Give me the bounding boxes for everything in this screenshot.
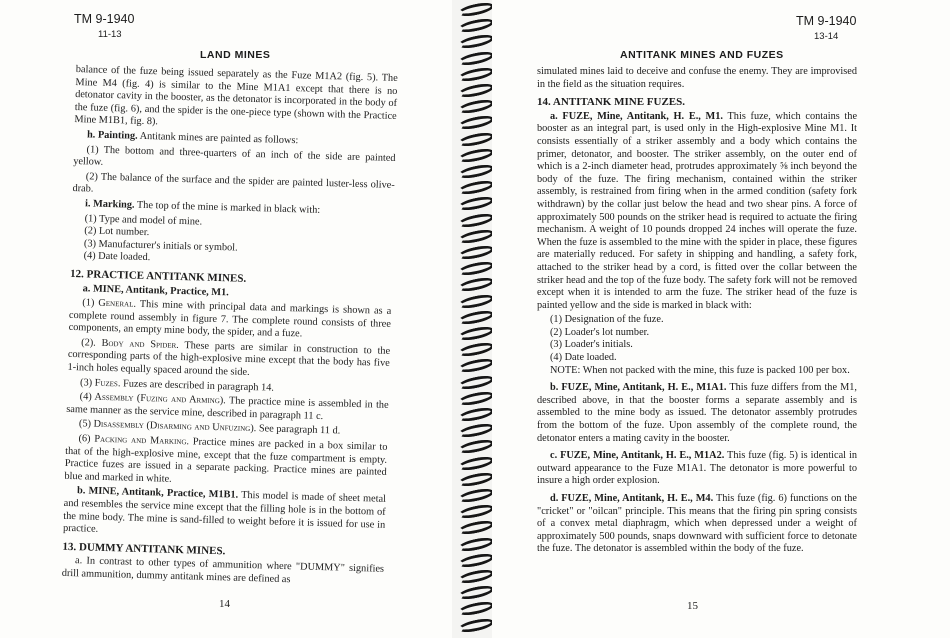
binding-ring: [457, 535, 495, 553]
general-paragraph: [68, 297, 391, 344]
painting-heading: h. Painting.: [86, 129, 138, 142]
section-13-heading: 13. DUMMY ANTITANK MINES.: [62, 540, 226, 558]
fuze-m4-paragraph: [537, 493, 857, 556]
general-label: (1) General.: [82, 297, 137, 310]
binding-ring: [457, 584, 495, 602]
disassembly-text: See paragraph 11 d.: [256, 423, 341, 437]
binding-ring: [457, 341, 495, 359]
fuze-marking-item: (3) Loader's initials.: [550, 339, 633, 351]
binding-ring: [457, 227, 495, 245]
assembly-text: The practice mine is assembled in the same manner as the service mine, described in paragraph 11 c.: [66, 395, 389, 422]
binding-ring: [457, 405, 495, 423]
binding-ring: [457, 276, 495, 294]
binding-ring: [457, 114, 495, 132]
painting-text: Antitank mines are painted as follows:: [137, 130, 299, 147]
binding-ring: [457, 486, 495, 504]
continued-paragraph: balance of the fuze being issued separately as the Fuze M1A2 (fig. 5). The Mine M4 (fig. 4) is similar to the Mine M1A1 except that there is no detonator cavity in the booster, as the detonator is incorporated in the body of the fuze (fig. 6), and the spider is the one-piece type (shown with the Practice Mine M1B1, fig. 8).: [74, 64, 398, 128]
binding-ring: [457, 33, 495, 51]
binding-ring: [457, 551, 495, 569]
packing-paragraph: [64, 433, 387, 492]
binding-ring: [457, 17, 495, 35]
left-paragraph-range: 11-13: [98, 29, 122, 40]
binding-ring: [457, 438, 495, 456]
fuze-m4-text: This fuze (fig. 6) functions on the "cricket" or "oilcan" principle. This means that the firing pin spring consists of a convex metal diaphragm, which when depressed under a weight of approximately 500 pounds, snaps downward with sufficient force to detonate the fuze. The detonator is assembled within the body of the fuze.: [537, 493, 858, 555]
binding-ring: [457, 600, 495, 618]
practice-m1-title: a. MINE, Antitank, Practice, M1.: [82, 282, 229, 298]
binding-ring: [457, 81, 495, 99]
fuze-m4-title: d. FUZE, Mine, Antitank, H. E., M4.: [550, 493, 714, 504]
binding-ring: [457, 195, 495, 213]
packing-text: Practice mines are packed in a box similar to that of the high-explosive mine, except that the fuze compartment is empty. Practice fuzes are issued in a separate packing. Practice mines are painted blue and marked in white.: [64, 436, 388, 485]
binding-ring: [457, 470, 495, 488]
binding-ring: [457, 324, 495, 342]
section-12-heading: 12. PRACTICE ANTITANK MINES.: [69, 267, 247, 285]
marking-item: (4) Date loaded.: [83, 250, 151, 264]
fuzes-text: Fuzes are described in paragraph 14.: [120, 378, 275, 394]
general-text: This mine with principal data and markings is shown as a complete round assembly in figure 7. The complete round consists of three components, an empty mine body, the spider, and a fuze.: [68, 298, 392, 340]
binding-ring: [457, 503, 495, 521]
binding-ring: [457, 389, 495, 407]
left-page-number: 14: [219, 598, 230, 610]
marking-item: (3) Manufacturer's initials or symbol.: [83, 238, 238, 254]
left-page: [0, 0, 458, 638]
binding-ring: [457, 179, 495, 197]
fuze-m1a1-text: This fuze differs from the M1, described above, in that the booster forms a separate assembly and is assembled to the mine body as issued. The detonator assembly protrudes from the bottom of the fuze. Upon assembly of the complete round, the detonator enters a mating cavity in the booster.: [537, 382, 857, 444]
fuze-marking-item: (1) Designation of the fuze.: [550, 314, 664, 326]
right-paragraph-range: 13-14: [814, 31, 839, 42]
note-paragraph: NOTE: When not packed with the mine, this fuze is packed 100 per box.: [550, 364, 850, 376]
left-tm-number: TM 9-1940: [74, 12, 135, 26]
body-spider-label: (2). Body and Spider.: [81, 337, 179, 351]
right-running-head: ANTITANK MINES AND FUZES: [620, 49, 784, 61]
binding-ring: [457, 519, 495, 537]
fuze-marking-item: (4) Date loaded.: [550, 352, 617, 364]
binding-ring: [457, 454, 495, 472]
dummy-paragraph: a. In contrast to other types of ammunition where "DUMMY" signifies drill ammunition, dummy antitank mines are defined as: [61, 555, 385, 586]
binding-ring: [457, 130, 495, 148]
fuze-m1-title: a. FUZE, Mine, Antitank, H. E., M1.: [550, 110, 723, 122]
right-page-number: 15: [687, 600, 698, 612]
binding-ring: [457, 0, 495, 18]
body-spider-text: These parts are similar in construction to the corresponding parts of the high-explosive mine except that the body has five 1-inch holes equally spaced around the side.: [67, 339, 391, 379]
practice-m1b1-paragraph: [63, 485, 386, 544]
painting-item: (1) The bottom and three-quarters of an inch of the side are painted yellow.: [73, 143, 396, 168]
right-body-text: [537, 66, 857, 558]
binding-ring: [457, 567, 495, 585]
fuze-m1a1-paragraph: [537, 382, 857, 445]
fuze-m1a2-paragraph: [537, 450, 857, 488]
binding-ring: [457, 292, 495, 310]
fuze-marking-item: (2) Loader's lot number.: [550, 326, 650, 338]
binding-ring: [457, 211, 495, 229]
binding-ring: [457, 146, 495, 164]
marking-text: The top of the mine is marked in black with:: [134, 199, 321, 216]
fuze-m1a2-text: This fuze (fig. 5) is identical in outward appearance to the Fuze M1A1. The detonator is more powerful to insure a high order explosion.: [537, 450, 857, 487]
packing-label: (6) Packing and Marking.: [78, 433, 190, 448]
fuze-m1a2-title: c. FUZE, Mine, Antitank, H. E., M1A2.: [550, 450, 725, 462]
binding-ring: [457, 422, 495, 440]
disassembly-label: (5) Disassembly (Disarming and Unfuzing).: [78, 418, 257, 435]
marking-item: (1) Type and model of mine.: [84, 212, 203, 228]
binding-ring: [457, 373, 495, 391]
binding-ring: [457, 260, 495, 278]
binding-ring: [457, 616, 495, 634]
fuze-m1-paragraph: [537, 111, 857, 313]
binding-ring: [457, 65, 495, 83]
right-tm-number: TM 9-1940: [796, 14, 857, 28]
left-body-text: [62, 64, 398, 591]
assembly-label: (4) Assembly (Fuzing and Arming).: [79, 391, 226, 407]
binding-ring: [457, 98, 495, 116]
marking-heading: i. Marking.: [84, 198, 135, 211]
binding-ring: [457, 243, 495, 261]
fuze-m1a1-title: b. FUZE, Mine, Antitank, H. E., M1A1.: [550, 382, 727, 394]
practice-m1b1-text: This model is made of sheet metal and resembles the service mine except that the filling hole is in the bottom of the mine body. The mine is sand-filled to weight before it is issued for use in practice.: [62, 490, 387, 535]
practice-m1b1-title: b. MINE, Antitank, Practice, M1B1.: [76, 485, 239, 502]
fuze-m1-text: This fuze, which contains the booster as an integral part, is used only in the High-explosive Mine M1. It consists essentially of a striker assembly and a body which contains the primer, detonator, and booster. The striker assembly, on the outer end of which is a 2-inch diameter head, protrudes approximately ⅝ inch beyond the body of the fuze. The firing mechanism, contained within the striker assembly, is restrained from firing when in the armed condition (safety fork withdrawn) by the collar just below the head and two shear pins. A force of approximately 500 pounds on the striker head is required to actuate the firing mechanism. A weight of 10 pounds dropped 24 inches will operate the fuze. When the fuze is assembled to the mine with the spider in place, these figures are materially reduced. For safety in shipping and handling, a safety fork, attached to the striker head by a cord, is fitted over the collar between the striker head and the top of the fuze body. The safety fork will not be removed except when it is intended to arm the fuze. The striker head of the fuze is painted yellow and the side is marked in black with:: [537, 110, 858, 311]
binding-ring: [457, 162, 495, 180]
section-14-heading: 14. ANTITANK MINE FUZES.: [537, 96, 686, 109]
binding-ring: [457, 308, 495, 326]
marking-item: (2) Lot number.: [84, 225, 150, 239]
fuzes-label: (3) Fuzes.: [79, 376, 121, 390]
painting-item: (2) The balance of the surface and the spider are painted luster-less olive-drab.: [72, 171, 395, 195]
binding-ring: [457, 357, 495, 375]
binding-ring: [457, 49, 495, 67]
continued-paragraph: simulated mines laid to deceive and confuse the enemy. They are improvised in the field as the situation requires.: [537, 66, 857, 90]
left-running-head: LAND MINES: [200, 49, 271, 61]
body-spider-paragraph: [67, 337, 390, 384]
